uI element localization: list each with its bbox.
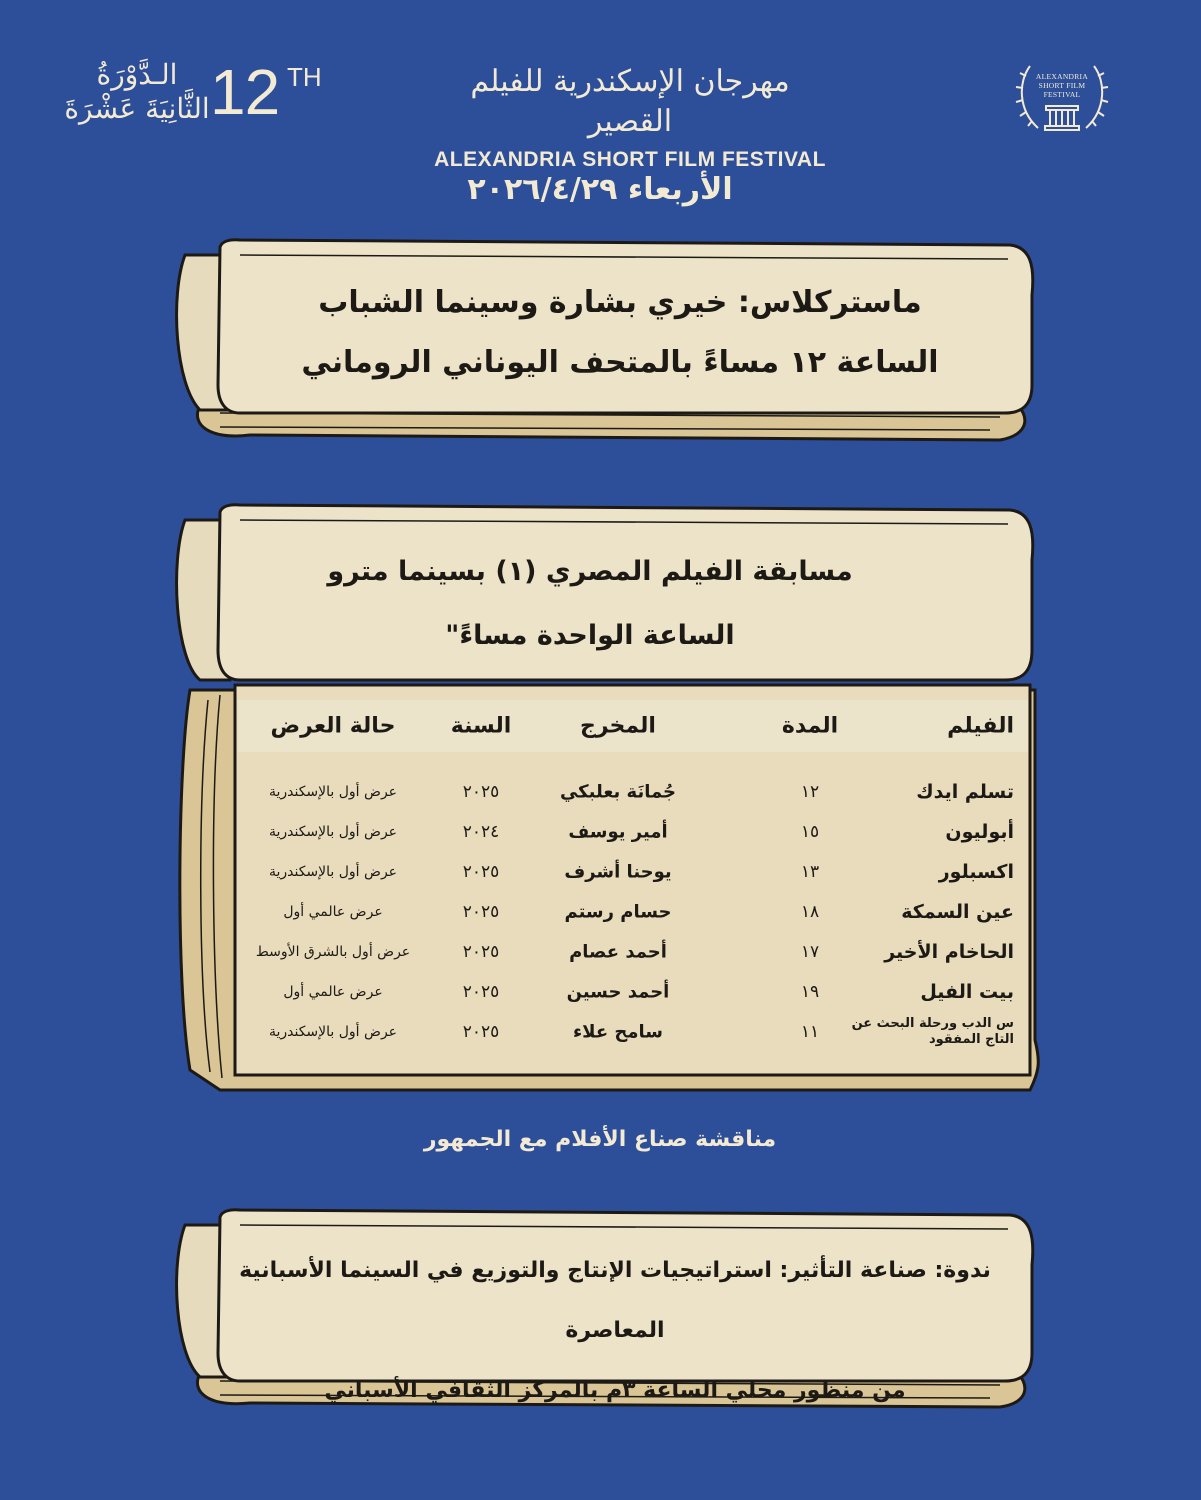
- festival-title: [430, 62, 830, 172]
- film-director: جُمانَة بعلبكي: [559, 781, 677, 803]
- header-director: المخرج: [580, 713, 656, 739]
- film-duration: ١٩: [800, 982, 820, 1002]
- edition-number: 12: [210, 56, 280, 128]
- film-duration: ١٣: [800, 862, 820, 882]
- film-duration: ١٥: [800, 822, 820, 842]
- screening-status: عرض أول بالإسكندرية: [268, 864, 398, 880]
- screening-status: عرض أول بالإسكندرية: [268, 824, 398, 840]
- table-row: [238, 812, 1028, 852]
- film-year: ٢٠٢٥: [462, 782, 500, 802]
- table-header: [238, 700, 1028, 752]
- event-date: الأربعاء ٢٠٢٦/٤/٢٩: [467, 172, 733, 207]
- film-director: حسام رستم: [564, 901, 672, 923]
- table-row: [238, 772, 1028, 812]
- header-duration: المدة: [781, 713, 839, 739]
- film-title: س الدب ورحلة البحث عن التاج المفقود: [851, 1016, 1014, 1047]
- masterclass-scroll: [160, 235, 1045, 453]
- film-director: سامح علاء: [572, 1021, 663, 1043]
- film-director: أمير يوسف: [568, 821, 668, 843]
- film-director: يوحنا أشرف: [564, 861, 672, 883]
- masterclass-time-venue: الساعة ١٢ مساءً بالمتحف اليوناني الروماني: [301, 345, 939, 380]
- festival-logo: [1012, 58, 1112, 138]
- film-duration: ١١: [800, 1022, 820, 1042]
- screening-status: عرض أول بالإسكندرية: [268, 1024, 398, 1040]
- discussion-note: مناقشة صناع الأفلام مع الجمهور: [423, 1127, 777, 1152]
- header-film: الفيلم: [947, 713, 1014, 739]
- film-title: اكسبلور: [938, 861, 1014, 883]
- film-year: ٢٠٢٥: [462, 862, 500, 882]
- film-director: أحمد عصام: [569, 941, 667, 963]
- panel-title: ندوة: صناعة التأثير: استراتيجيات الإنتاج والتوزيع في السينما الأسبانية المعاصرة: [239, 1258, 991, 1343]
- edition-arabic: الـدَّوْرَةُ الثَّانِيَةَ عَشْرَةَ: [64, 58, 210, 125]
- film-duration: ١٧: [800, 942, 820, 962]
- film-year: ٢٠٢٥: [462, 942, 500, 962]
- panel-time-venue: من منظور محلي الساعة ٣م بالمركز الثقافي الأسباني: [324, 1378, 906, 1403]
- film-duration: ١٨: [800, 902, 820, 922]
- table-row: [238, 972, 1028, 1012]
- header-year: السنة: [450, 713, 512, 739]
- competition-title: مسابقة الفيلم المصري (١) بسينما مترو: [327, 556, 853, 587]
- edition-suffix: TH: [287, 62, 322, 92]
- film-title: عين السمكة: [901, 901, 1014, 923]
- screening-status: عرض عالمي أول: [283, 904, 383, 920]
- festival-title-english: ALEXANDRIA SHORT FILM FESTIVAL: [434, 148, 826, 171]
- table-row: [238, 892, 1028, 932]
- film-title: أبوليون: [945, 821, 1014, 843]
- film-year: ٢٠٢٥: [462, 982, 500, 1002]
- film-duration: ١٢: [800, 782, 820, 802]
- header-status: حالة العرض: [270, 713, 396, 739]
- competition-time: الساعة الواحدة مساءً": [445, 620, 735, 651]
- screening-status: عرض أول بالشرق الأوسط: [255, 944, 411, 960]
- screening-status: عرض أول بالإسكندرية: [268, 784, 398, 800]
- panel-scroll: [160, 1205, 1045, 1420]
- table-body: [238, 772, 1028, 1052]
- table-row: [238, 852, 1028, 892]
- screening-table: [238, 700, 1028, 1052]
- table-row: [238, 1012, 1028, 1052]
- masterclass-title: ماستركلاس: خيري بشارة وسينما الشباب: [318, 285, 922, 320]
- film-title: بيت الفيل: [920, 981, 1014, 1003]
- film-title: تسلم ايدك: [916, 781, 1014, 803]
- table-row: [238, 932, 1028, 972]
- film-title: الحاخام الأخير: [884, 941, 1014, 963]
- film-year: ٢٠٢٥: [462, 902, 500, 922]
- screening-status: عرض عالمي أول: [283, 984, 383, 1000]
- logo-text: ALEXANDRIA SHORT FILM FESTIVAL: [1035, 72, 1089, 99]
- edition-mark: [62, 52, 322, 152]
- film-year: ٢٠٢٥: [462, 1022, 500, 1042]
- film-year: ٢٠٢٤: [462, 822, 500, 842]
- festival-title-arabic: مهرجان الإسكندرية للفيلم القصير: [470, 64, 790, 139]
- film-director: أحمد حسين: [566, 981, 670, 1003]
